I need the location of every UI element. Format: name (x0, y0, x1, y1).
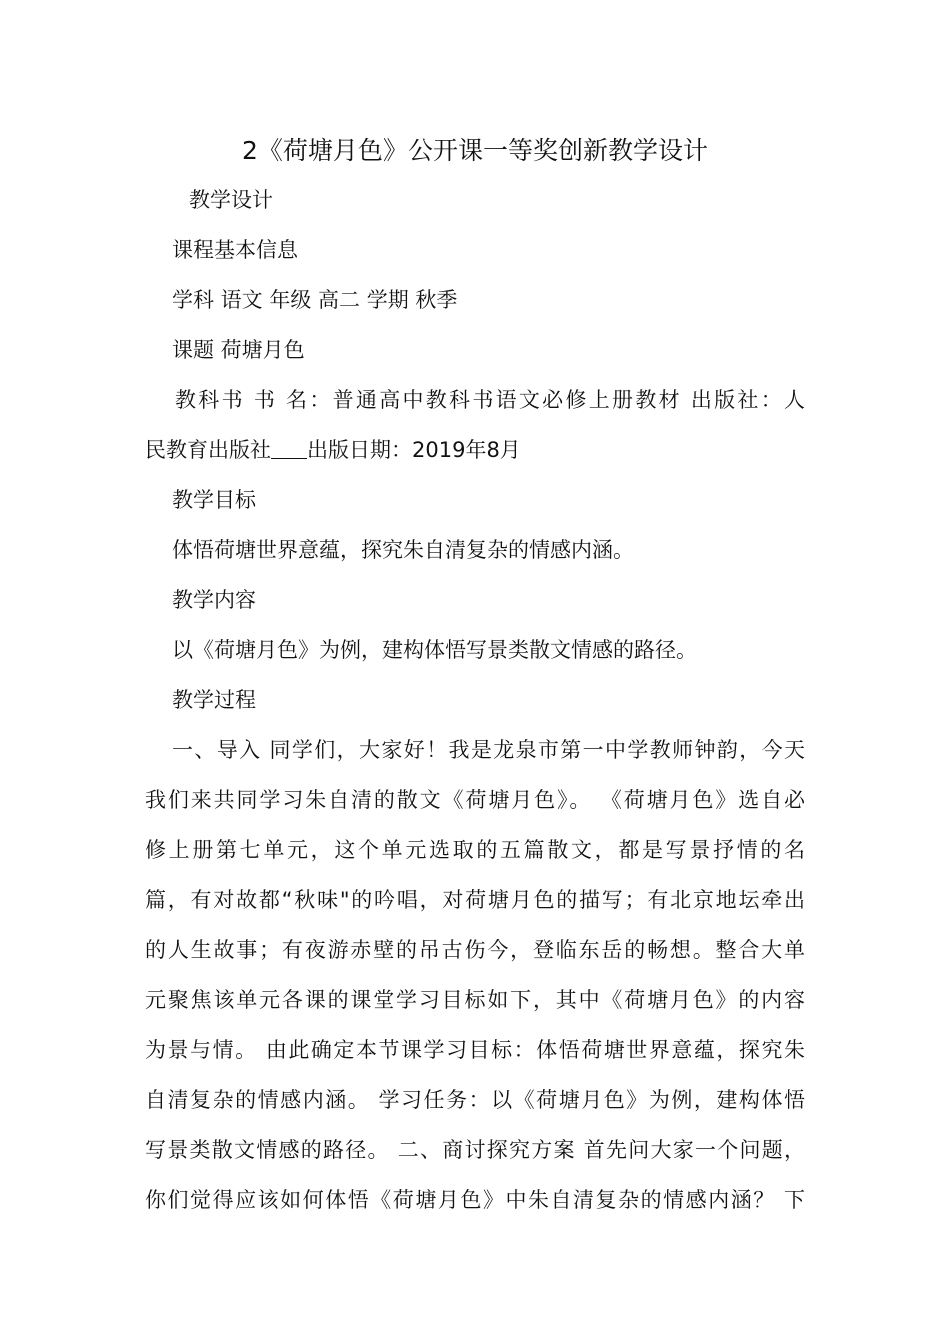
body-line: 修上册第七单元，这个单元选取的五篇散文，都是写景抒情的名 (145, 838, 805, 862)
heading-teaching-goal: 教学目标 (172, 488, 256, 512)
course-subject-grade: 学科 语文 年级 高二 学期 秋季 (172, 288, 458, 312)
underline-blank (271, 438, 307, 459)
textbook-info-line1: 教科书 书 名：普通高中教科书语文必修上册教材 出版社：人 (175, 388, 805, 412)
heading-teaching-design: 教学设计 (189, 188, 273, 212)
publish-date: 出版日期：2019年8月 (307, 438, 521, 462)
teaching-goal-text: 体悟荷塘世界意蕴，探究朱自清复杂的情感内涵。 (172, 538, 634, 562)
publisher-name: 民教育出版社 (145, 438, 271, 462)
body-line: 一、导入 同学们，大家好！我是龙泉市第一中学教师钟韵，今天 (172, 738, 805, 762)
body-line: 元聚焦该单元各课的课堂学习目标如下，其中《荷塘月色》的内容 (145, 988, 805, 1012)
textbook-info-line2 (145, 435, 815, 465)
body-line: 为景与情。 由此确定本节课学习目标：体悟荷塘世界意蕴，探究朱 (145, 1038, 805, 1062)
course-topic: 课题 荷塘月色 (172, 338, 305, 362)
heading-teaching-content: 教学内容 (172, 588, 256, 612)
body-line: 的人生故事；有夜游赤壁的吊古伤今，登临东岳的畅想。整合大单 (145, 938, 805, 962)
heading-course-info: 课程基本信息 (172, 238, 298, 262)
document-title: 2《荷塘月色》公开课一等奖创新教学设计 (242, 136, 708, 165)
body-line: 自清复杂的情感内涵。 学习任务：以《荷塘月色》为例，建构体悟 (145, 1088, 805, 1112)
body-line: 写景类散文情感的路径。 二、商讨探究方案 首先问大家一个问题， (145, 1138, 805, 1162)
teaching-content-text: 以《荷塘月色》为例，建构体悟写景类散文情感的路径。 (172, 638, 697, 662)
body-line: 你们觉得应该如何体悟《荷塘月色》中朱自清复杂的情感内涵？ 下 (145, 1188, 805, 1212)
body-line: 我们来共同学习朱自清的散文《荷塘月色》。 《荷塘月色》选自必 (145, 788, 805, 812)
heading-teaching-process: 教学过程 (172, 688, 256, 712)
body-line: 篇，有对故都“秋味"的吟唱，对荷塘月色的描写；有北京地坛牵出 (145, 888, 805, 912)
